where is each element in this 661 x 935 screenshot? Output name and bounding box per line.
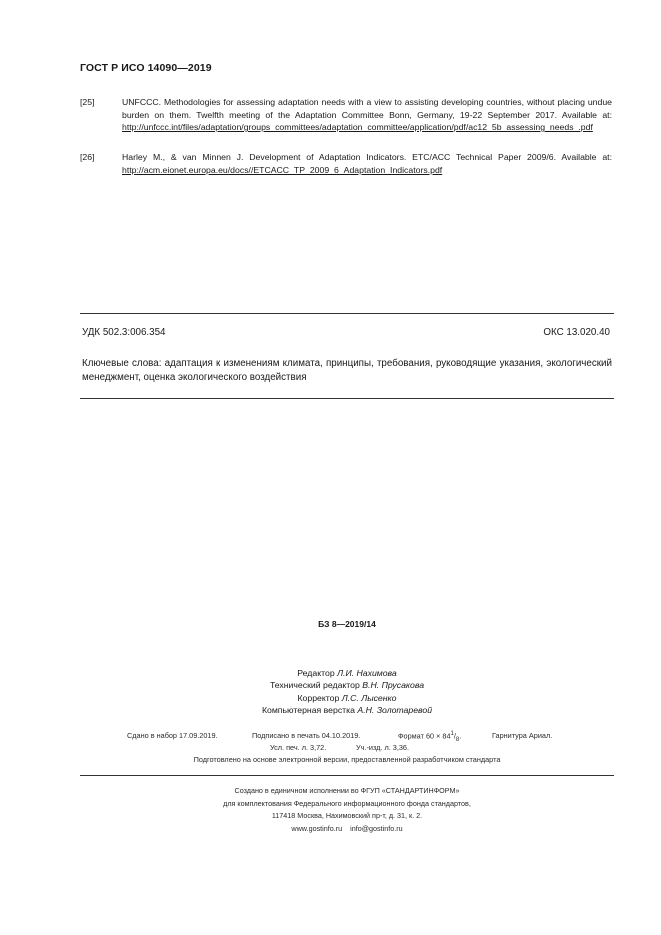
publisher-footer (0, 785, 661, 835)
reference-link[interactable]: http://unfccc.int/files/adaptation/groups_committees/adaptation_committee/application/pdf/ac12_5b_assessing_needs_.pdf (122, 122, 593, 133)
pub-format: Формат $60 \times 84^1/_8$. (398, 731, 462, 743)
credit-name: В.Н. Прусакова (362, 680, 425, 691)
reference-text (122, 96, 612, 134)
credit-name: Л.И. Нахимова (337, 668, 397, 678)
divider-footer (80, 775, 614, 776)
credit-name: А.Н. Золотаревой (357, 704, 433, 715)
footer-line-1: Создано в единичном исполнении во ФГУП «СТАНДАРТИНФОРМ» (234, 786, 460, 795)
pub-submitted: Сдано в набор 17.09.2019. (127, 731, 218, 740)
footer-email[interactable]: info@gostinfo.ru (350, 823, 403, 833)
pub-pub-sheets: Уч.-изд. л. 3,36. (356, 743, 410, 752)
footer-website[interactable]: www.gostinfo.ru (291, 823, 343, 833)
divider-keywords (80, 398, 614, 399)
reference-link[interactable]: http://acm.eionet.europa.eu/docs//ETCACC_TP_2009_6_Adaptation_Indicators.pdf (122, 164, 443, 175)
reference-body: UNFCCC. Methodologies for assessing adaptation needs with a view to assisting developing countries, without placing undue burden on them. Twelfth meeting of the Adaptation Committee Bonn, Germany, 19-22 September 2017. Available at: (122, 97, 612, 120)
credit-name: Л.С. Лысенко (341, 692, 397, 703)
reference-number: [26] (80, 152, 95, 162)
credit-role: Редактор (297, 668, 335, 678)
bz-number: БЗ 8—2019/14 (318, 619, 376, 629)
credits-block (0, 667, 661, 716)
reference-item-26 (80, 151, 612, 176)
footer-line-2: для комплектования Федерального информационного фонда стандартов, (223, 798, 471, 808)
udk-code: УДК 502.3:006.354 (82, 327, 166, 338)
footer-contacts (0, 823, 661, 836)
credit-proofreader (0, 692, 661, 704)
pub-format-sup: 1 (450, 731, 454, 737)
reference-item-25 (80, 96, 612, 134)
pub-format-sub: 8 (455, 736, 460, 743)
reference-body: Harley M., & van Minnen J. Development of Adaptation Indicators. ETC/ACC Technical Paper 2009/6. Available at: (122, 152, 612, 162)
credit-layout (0, 704, 661, 716)
divider-top (80, 313, 614, 314)
oks-code: ОКС 13.020.40 (543, 327, 610, 338)
reference-text (122, 151, 612, 176)
credit-tech-editor (0, 679, 661, 691)
credit-role: Компьютерная верстка (261, 704, 355, 715)
document-header-title: ГОСТ Р ИСО 14090—2019 (80, 62, 212, 74)
pub-format-prefix: Формат 60 × 84 (398, 731, 451, 741)
footer-line-3: 117418 Москва, Нахимовский пр-т, д. 31, к. 2. (271, 811, 423, 820)
credit-role: Корректор (297, 692, 340, 703)
pub-prepared-note: Подготовлено на основе электронной версии, предоставленной разработчиком стандарта (193, 755, 501, 764)
reference-number: [25] (80, 97, 95, 107)
credit-editor (0, 667, 661, 679)
credit-role: Технический редактор (269, 680, 360, 691)
keywords-text: Ключевые слова: адаптация к изменениям климата, принципы, требования, руководящие указания, экологический менеджмент, оценка экологического воздействия (82, 358, 612, 383)
pub-font: Гарнитура Ариал. (492, 731, 553, 740)
pub-signed: Подписано в печать 04.10.2019. (252, 731, 361, 740)
pub-print-sheets: Усл. печ. л. 3,72. (270, 743, 327, 752)
